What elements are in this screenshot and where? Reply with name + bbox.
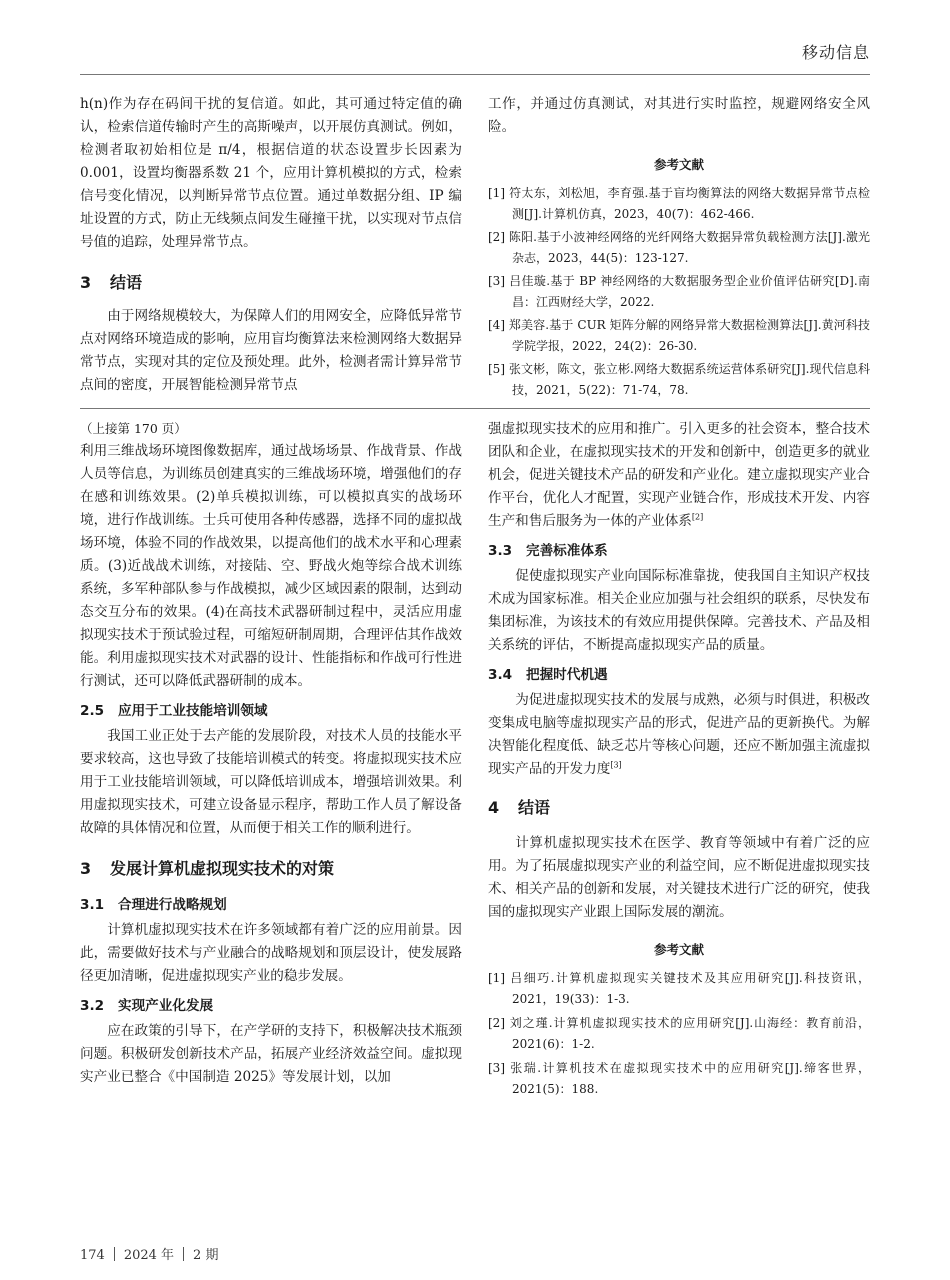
heading-text: 结语: [518, 798, 551, 817]
paragraph: 利用三维战场环境图像数据库，通过战场场景、作战背景、作战人员等信息，为训练员创建真实的三维战场环境，增强他们的存在感和训练效果。(2)单兵模拟训练，可以模拟真实的战场环境，进行作战训练。士兵可使用各种传感器，选择不同的虚拟战场环境，体验不同的作战效果，以提高他们的战术水平和心理素质。(3)近战战术训练，对接陆、空、野战火炮等综合战术训练系统，多军种部队参与作战模拟，减少区域因素的限制，达到动态交互分布的效果。(4)在高技术武器研制过程中，灵活应用虚拟现实技术于预试验过程，可缩短研制周期，合理评估其作战效能。利用虚拟现实技术对武器的设计、性能指标和作战可行性进行测试，还可以降低武器研制的成本。: [80, 443, 462, 689]
top-left-column: [80, 93, 462, 397]
reference-item: [3] 吕佳璇.基于 BP 神经网络的大数据服务型企业价值评估研究[D].南昌：江西财经大学，2022.: [488, 274, 870, 309]
heading-number: 2.5: [80, 703, 105, 719]
paragraph-text: 为促进虚拟现实技术的发展与成熟，必须与时俱进，积极改变集成电脑等虚拟现实产品的形式，促进产品的更新换代。为解决智能化程度低、缺乏芯片等核心问题，还应不断加强主流虚拟现实产品的开发力度: [488, 692, 870, 777]
references-title: 参考文献: [653, 157, 704, 172]
heading-number: 3.4: [488, 667, 513, 683]
citation: [3]: [610, 760, 622, 770]
reference-item: [1] 吕细巧.计算机虚拟现实关键技术及其应用研究[J].科技资讯，2021，19(33)：1-3.: [488, 971, 870, 1006]
bottom-left-column: [80, 418, 462, 1089]
heading-text: 合理进行战略规划: [118, 897, 227, 913]
paragraph: 由于网络规模较大，为保障人们的用网安全，应降低异常节点对网络环境造成的影响，应用盲均衡算法来检测网络大数据异常节点，实现对其的定位及预处理。此外，检测者需计算异常节点间的密度，开展智能检测异常节点: [80, 308, 462, 393]
references-title: 参考文献: [653, 942, 704, 957]
reference-item: [5] 张文彬，陈文，张立彬.网络大数据系统运营体系研究[J].现代信息科技，2021，5(22)：71-74，78.: [488, 362, 870, 397]
issue: 2 期: [193, 1248, 219, 1263]
heading-number: 3.3: [488, 543, 513, 559]
paragraph: [488, 418, 870, 533]
paragraph: 计算机虚拟现实技术在许多领域都有着广泛的应用前景。因此，需要做好技术与产业融合的战略规划和顶层设计，使发展路径更加清晰，促进虚拟现实产业的稳步发展。: [80, 922, 462, 984]
citation: [2]: [691, 512, 704, 522]
section-heading: [80, 270, 462, 293]
reference-item: [1] 符太东，刘松旭，李育强.基于盲均衡算法的网络大数据异常节点检测[J].计算机仿真，2023，40(7)：462-466.: [488, 186, 870, 221]
paragraph: 工作，并通过仿真测试，对其进行实时监控，规避网络安全风险。: [488, 96, 870, 135]
paragraph-text: 强虚拟现实技术的应用和推广。引入更多的社会资本，整合技术团队和企业，在虚拟现实技术的开发和创新中，创造更多的就业机会，促进关键技术产品的研发和产业化。建立虚拟现实产业合作平台，优化人才配置，实现产业链合作，形成技术开发、内容生产和售后服务为一体的产业体系: [488, 421, 870, 529]
footer-separator: [183, 1247, 184, 1261]
subsection-heading: [80, 893, 462, 913]
reference-item: [2] 刘之瑾.计算机虚拟现实技术的应用研究[J].山海经：教育前沿，2021(6)：1-2.: [488, 1016, 870, 1051]
heading-text: 完善标准体系: [526, 543, 608, 559]
paragraph: 促使虚拟现实产业向国际标准靠拢，使我国自主知识产权技术成为国家标准。相关企业应加强与社会组织的联系，尽快发布集团标准，为该技术的有效应用提供保障。完善技术、产品及相关系统的评估，不断提高虚拟现实产品的质量。: [488, 568, 870, 653]
heading-number: 4: [488, 798, 500, 817]
journal-name: 移动信息: [801, 43, 870, 62]
heading-text: 发展计算机虚拟现实技术的对策: [110, 859, 335, 878]
heading-number: 3: [80, 859, 92, 878]
section-heading: [488, 795, 870, 818]
subsection-heading: [488, 663, 870, 683]
paragraph: 应在政策的引导下，在产学研的支持下，积极解决技术瓶颈问题。积极研发创新技术产品，拓展产业经济效益空间。虚拟现实产业已整合《中国制造 2025》等发展计划，以加: [80, 1023, 462, 1085]
section-divider: [80, 408, 870, 409]
section-heading: [80, 856, 462, 879]
bottom-right-column: [488, 418, 870, 1100]
top-right-column: [488, 93, 870, 401]
heading-text: 应用于工业技能培训领域: [118, 703, 268, 719]
heading-number: 3: [80, 273, 92, 292]
header-rule: [80, 74, 870, 75]
reference-item: [3] 张瑞.计算机技术在虚拟现实技术中的应用研究[J].缔客世界，2021(5)：188.: [488, 1061, 870, 1096]
page-footer: [80, 1244, 218, 1263]
reference-item: [4] 郑美容.基于 CUR 矩阵分解的网络异常大数据检测算法[J].黄河科技学院学报，2022，24(2)：26-30.: [488, 318, 870, 353]
page-number: 174: [80, 1248, 105, 1263]
heading-text: 结语: [110, 273, 143, 292]
reference-item: [2] 陈阳.基于小波神经网络的光纤网络大数据异常负载检测方法[J].激光杂志，2023，44(5)：123-127.: [488, 230, 870, 265]
footer-separator: [114, 1247, 115, 1261]
heading-number: 3.2: [80, 998, 105, 1014]
continuation-note: （上接第 170 页）: [80, 421, 187, 436]
heading-text: 实现产业化发展: [118, 998, 214, 1014]
paragraph: 计算机虚拟现实技术在医学、教育等领域中有着广泛的应用。为了拓展虚拟现实产业的利益空间，应不断促进虚拟现实技术、相关产品的创新和发展，对关键技术进行广泛的研究，使我国的虚拟现实产业跟上国际发展的潮流。: [488, 835, 870, 920]
subsection-heading: [80, 699, 462, 719]
heading-number: 3.1: [80, 897, 105, 913]
subsection-heading: [488, 539, 870, 559]
subsection-heading: [80, 994, 462, 1014]
paragraph: [488, 689, 870, 781]
paragraph: h(n)作为存在码间干扰的复信道。如此，其可通过特定值的确认，检索信道传输时产生的高斯噪声，以开展仿真测试。例如，检测者取初始相位是 π/4，根据信道的状态设置步长因素为 0.001，设置均衡器系数 21 个，应用计算机模拟的方式，检索信号变化情况，以判断异常节点位置。通过单数据分组、IP 编址设置的方式，防止无线频点间发生碰撞干扰，以实现对节点信号值的追踪，处理异常节点。: [80, 96, 462, 250]
year: 2024 年: [123, 1248, 175, 1263]
heading-text: 把握时代机遇: [526, 667, 608, 683]
paragraph: 我国工业正处于去产能的发展阶段，对技术人员的技能水平要求较高，这也导致了技能培训模式的转变。将虚拟现实技术应用于工业技能培训领域，可以降低培训成本，增强培训效果。利用虚拟现实技术，可建立设备显示程序，帮助工作人员了解设备故障的具体情况和位置，从而便于相关工作的顺利进行。: [80, 728, 462, 836]
